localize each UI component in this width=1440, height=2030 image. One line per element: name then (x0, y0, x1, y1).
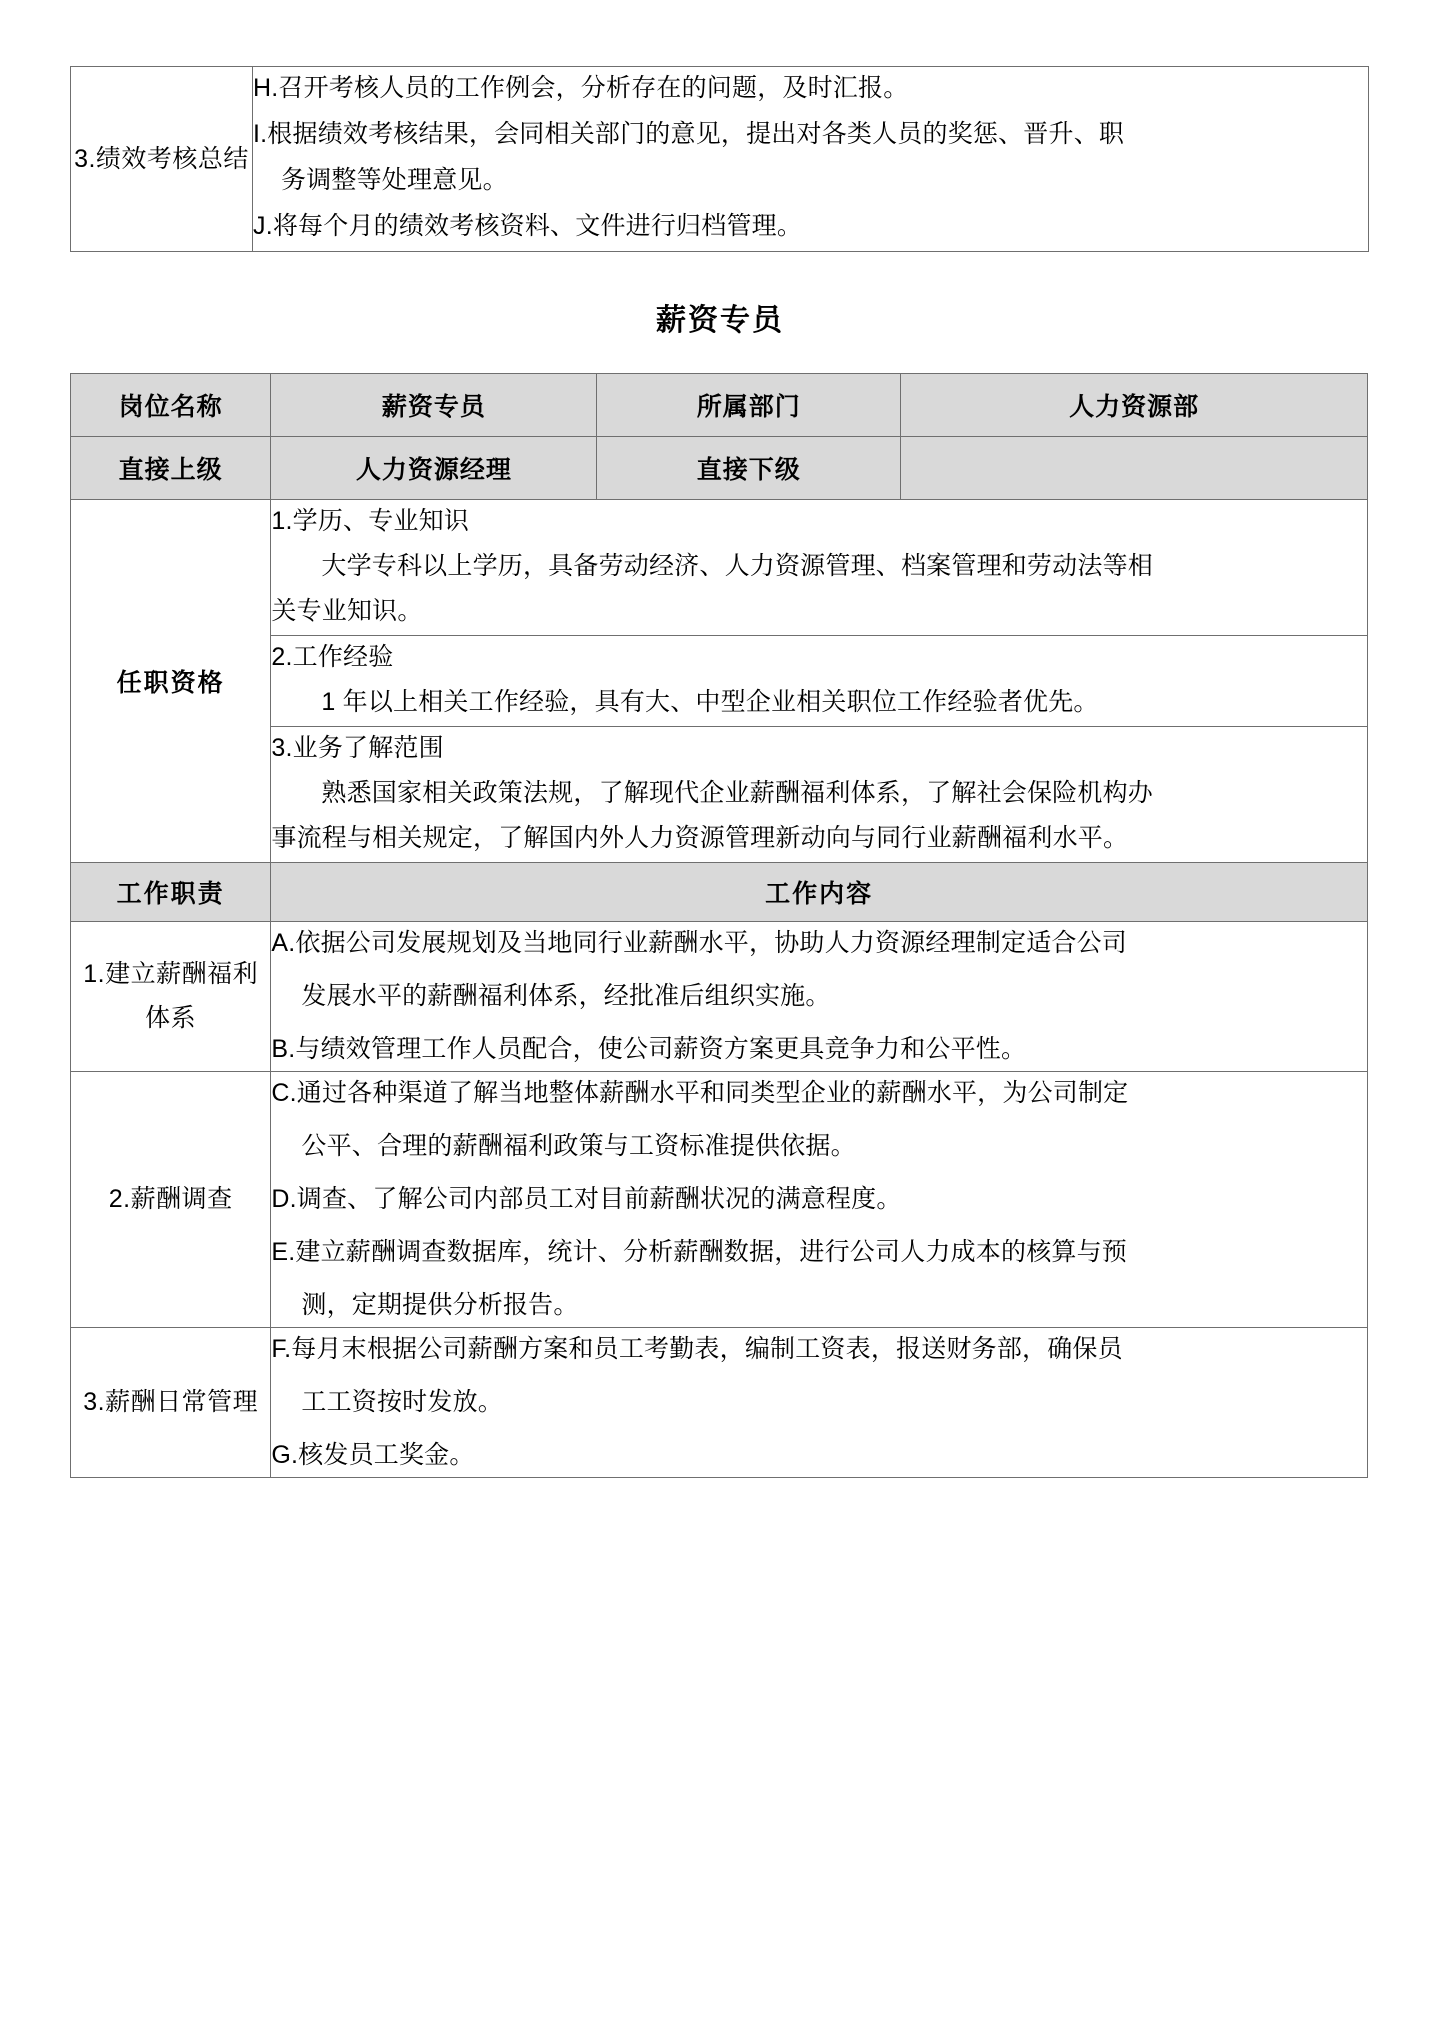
qualification-block-business-scope (271, 727, 1368, 863)
column-header-duty: 工作职责 (71, 863, 271, 922)
duty-item-c-cont: 公平、合理的薪酬福利政策与工资标准提供依据。 (301, 1132, 856, 1160)
duty-content-compensation-system (271, 922, 1368, 1072)
table-row-qualification-education (71, 500, 1368, 636)
qualification-heading-experience: 2.工作经验 (271, 643, 394, 671)
duty-content-daily-compensation-management (271, 1328, 1368, 1478)
table-row-duty-2 (71, 1072, 1368, 1328)
duty-item-f-cont: 工工资按时发放。 (301, 1388, 503, 1416)
duty-content-compensation-survey (271, 1072, 1368, 1328)
duty-item-h: H.召开考核人员的工作例会，分析存在的问题，及时汇报。 (253, 74, 909, 102)
field-label-department: 所属部门 (597, 374, 901, 437)
duty-item-f: F.每月末根据公司薪酬方案和员工考勤表，编制工资表，报送财务部，确保员 (271, 1335, 1123, 1363)
table-row-duty-1 (71, 922, 1368, 1072)
duty-label-daily-compensation-management (71, 1328, 271, 1478)
duty-item-g: G.核发员工奖金。 (271, 1441, 475, 1469)
qualification-block-education (271, 500, 1368, 636)
duty-item-a-cont: 发展水平的薪酬福利体系，经批准后组织实施。 (301, 982, 831, 1010)
section-label-qualification: 任职资格 (71, 500, 271, 863)
table-row-duties-header (71, 863, 1368, 922)
field-value-position-name: 薪资专员 (271, 374, 597, 437)
job-description-table (70, 373, 1368, 1478)
duty-item-i: I.根据绩效考核结果，会同相关部门的意见，提出对各类人员的奖惩、晋升、职 (253, 120, 1125, 148)
continued-duties-table (70, 66, 1369, 252)
page-title: 薪资专员 (656, 304, 784, 337)
duty-item-c: C.通过各种渠道了解当地整体薪酬水平和同类型企业的薪酬水平，为公司制定 (271, 1079, 1129, 1107)
duty-item-j: J.将每个月的绩效考核资料、文件进行归档管理。 (253, 212, 803, 240)
column-header-content: 工作内容 (271, 863, 1368, 922)
table-row-supervisor (71, 437, 1368, 500)
qualification-text-experience-1: 1 年以上相关工作经验，具有大、中型企业相关职位工作经验者优先。 (321, 688, 1099, 716)
qualification-block-experience (271, 636, 1368, 727)
duty-label-performance-summary: 3.绩效考核总结 (71, 67, 253, 252)
duty-item-b: B.与绩效管理工作人员配合，使公司薪资方案更具竞争力和公平性。 (271, 1035, 1027, 1063)
qualification-heading-business-scope: 3.业务了解范围 (271, 734, 444, 762)
duty-item-e: E.建立薪酬调查数据库，统计、分析薪酬数据，进行公司人力成本的核算与预 (271, 1238, 1127, 1266)
duty-item-i-cont: 务调整等处理意见。 (281, 166, 508, 194)
duty-item-e-cont: 测，定期提供分析报告。 (301, 1291, 579, 1319)
field-value-direct-superior: 人力资源经理 (271, 437, 597, 500)
duty-label-compensation-system (71, 922, 271, 1072)
qualification-text-education-2: 关专业知识。 (271, 597, 423, 625)
qualification-text-education-1: 大学专科以上学历，具备劳动经济、人力资源管理、档案管理和劳动法等相 (321, 552, 1153, 580)
duty-label-compensation-survey (71, 1072, 271, 1328)
field-value-department: 人力资源部 (901, 374, 1368, 437)
field-label-direct-superior: 直接上级 (71, 437, 271, 500)
qualification-text-business-scope-1: 熟悉国家相关政策法规，了解现代企业薪酬福利体系，了解社会保险机构办 (321, 779, 1153, 807)
duty-content-performance-summary (253, 67, 1369, 252)
duty-label-line-1: 2.薪酬调查 (108, 1184, 233, 1213)
qualification-heading-education: 1.学历、专业知识 (271, 507, 470, 535)
table-row (71, 67, 1369, 252)
field-value-direct-subordinate (901, 437, 1368, 500)
qualification-text-business-scope-2: 事流程与相关规定，了解国内外人力资源管理新动向与同行业薪酬福利水平。 (271, 824, 1129, 852)
duty-item-d: D.调查、了解公司内部员工对目前薪酬状况的满意程度。 (271, 1185, 902, 1213)
duty-label-line-2: 体系 (145, 1003, 197, 1032)
field-label-position-name: 岗位名称 (71, 374, 271, 437)
table-row-duty-3 (71, 1328, 1368, 1478)
duty-label-line-1: 1.建立薪酬福利 (83, 959, 259, 988)
duty-label-line-1: 3.薪酬日常管理 (83, 1387, 259, 1416)
table-row-position-name (71, 374, 1368, 437)
field-label-direct-subordinate: 直接下级 (597, 437, 901, 500)
duty-item-a: A.依据公司发展规划及当地同行业薪酬水平，协助人力资源经理制定适合公司 (271, 929, 1127, 957)
